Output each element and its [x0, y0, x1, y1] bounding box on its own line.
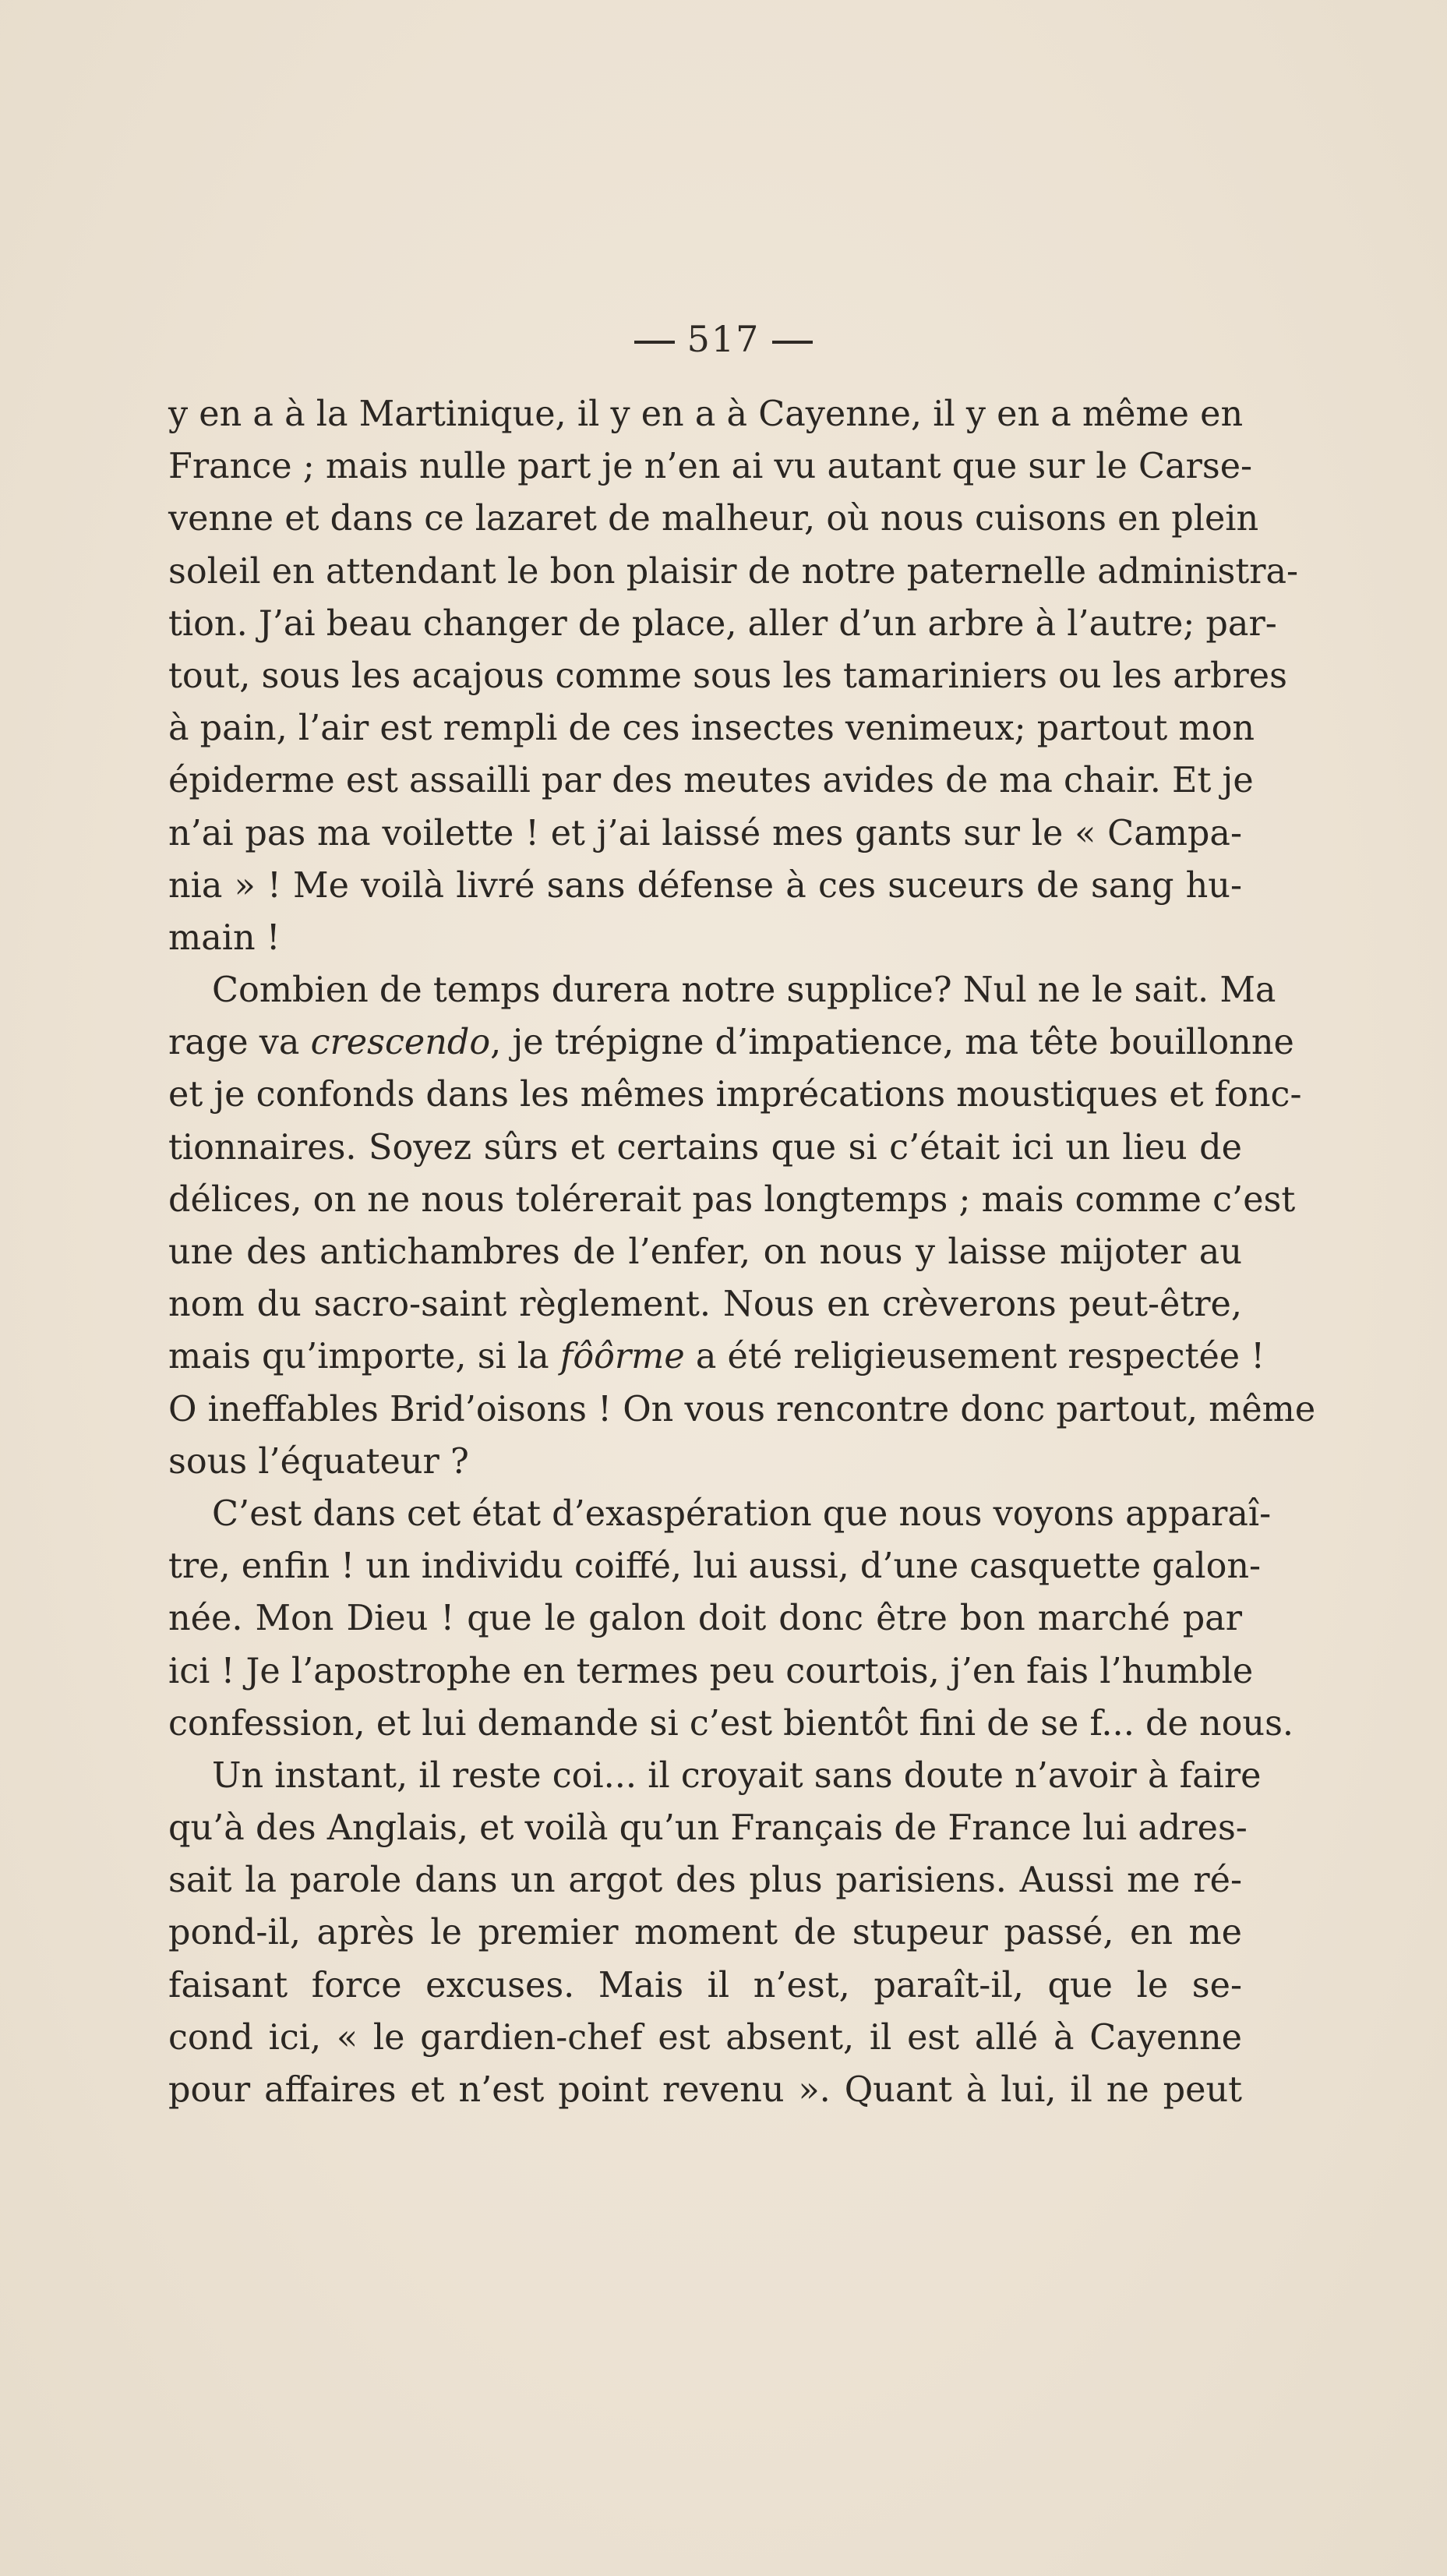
- dash-left: [634, 341, 675, 344]
- text-line: O ineffables Brid’oisons ! On vous rencontre donc partout, même: [168, 1389, 1316, 1429]
- dash-right: [772, 341, 813, 344]
- text-line: France ; mais nulle part je n’en ai vu autant que sur le Carse-: [168, 447, 1253, 487]
- text-line: et je confonds dans les mêmes imprécations moustiques et fonc-: [168, 1075, 1302, 1115]
- text-line: à pain, l’air est rempli de ces insectes venimeux; partout mon: [168, 708, 1255, 749]
- page-number: 517: [686, 318, 761, 360]
- text-line: pond-il, après le premier moment de stupeur passé, en me: [168, 1913, 1242, 1953]
- text-line: épiderme est assailli par des meutes avides de ma chair. Et je: [168, 761, 1254, 801]
- text-line: sait la parole dans un argot des plus parisiens. Aussi me ré-: [168, 1860, 1242, 1901]
- text-line: nom du sacro-saint règlement. Nous en crèverons peut-être,: [168, 1284, 1242, 1325]
- text-line: Combien de temps durera notre supplice? Nul ne le sait. Ma: [212, 970, 1276, 1011]
- text-line: Un instant, il reste coi... il croyait sans doute n’avoir à faire: [212, 1755, 1262, 1796]
- text-line: délices, on ne nous tolérerait pas longtemps ; mais comme c’est: [168, 1179, 1296, 1220]
- text-line: sous l’équateur ?: [168, 1441, 469, 1482]
- text-line: y en a à la Martinique, il y en a à Cayenne, il y en a même en: [168, 394, 1244, 434]
- text-line: tion. J’ai beau changer de place, aller d’un arbre à l’autre; par-: [168, 603, 1277, 644]
- body-text: [168, 388, 1316, 2116]
- text-line: une des antichambres de l’enfer, on nous y laisse mijoter au: [168, 1232, 1242, 1272]
- page-number-header: [0, 318, 1447, 360]
- text-line: ici ! Je l’apostrophe en termes peu courtois, j’en fais l’humble: [168, 1651, 1254, 1691]
- text-line: faisant force excuses. Mais il n’est, paraît-il, que le se-: [168, 1965, 1242, 2005]
- text-line: n’ai pas ma voilette ! et j’ai laissé mes gants sur le « Campa-: [168, 813, 1242, 853]
- text-line: tout, sous les acajous comme sous les tamariniers ou les arbres: [168, 655, 1287, 696]
- text-line: tre, enfin ! un individu coiffé, lui aussi, d’une casquette galon-: [168, 1546, 1262, 1587]
- text-line: rage va crescendo, je trépigne d’impatience, ma tête bouillonne: [168, 1023, 1294, 1063]
- text-line: soleil en attendant le bon plaisir de notre paternelle administra-: [168, 551, 1299, 592]
- text-line: nia » ! Me voilà livré sans défense à ces suceurs de sang hu-: [168, 865, 1242, 906]
- text-line: cond ici, « le gardien-chef est absent, il est allé à Cayenne: [168, 2017, 1242, 2058]
- text-line: tionnaires. Soyez sûrs et certains que si c’était ici un lieu de: [168, 1127, 1242, 1168]
- text-line: confession, et lui demande si c’est bientôt fini de se f... de nous.: [168, 1703, 1294, 1744]
- text-line: mais qu’importe, si la fôôrme a été religieusement respectée !: [168, 1337, 1265, 1377]
- text-line: C’est dans cet état d’exaspération que nous voyons apparaî-: [212, 1493, 1272, 1534]
- text-line: pour affaires et n’est point revenu ». Quant à lui, il ne peut: [168, 2070, 1242, 2110]
- text-line: venne et dans ce lazaret de malheur, où nous cuisons en plein: [168, 499, 1259, 539]
- text-line: qu’à des Anglais, et voilà qu’un Français de France lui adres-: [168, 1808, 1248, 1849]
- text-line: née. Mon Dieu ! que le galon doit donc être bon marché par: [168, 1599, 1242, 1639]
- text-line: main !: [168, 917, 281, 958]
